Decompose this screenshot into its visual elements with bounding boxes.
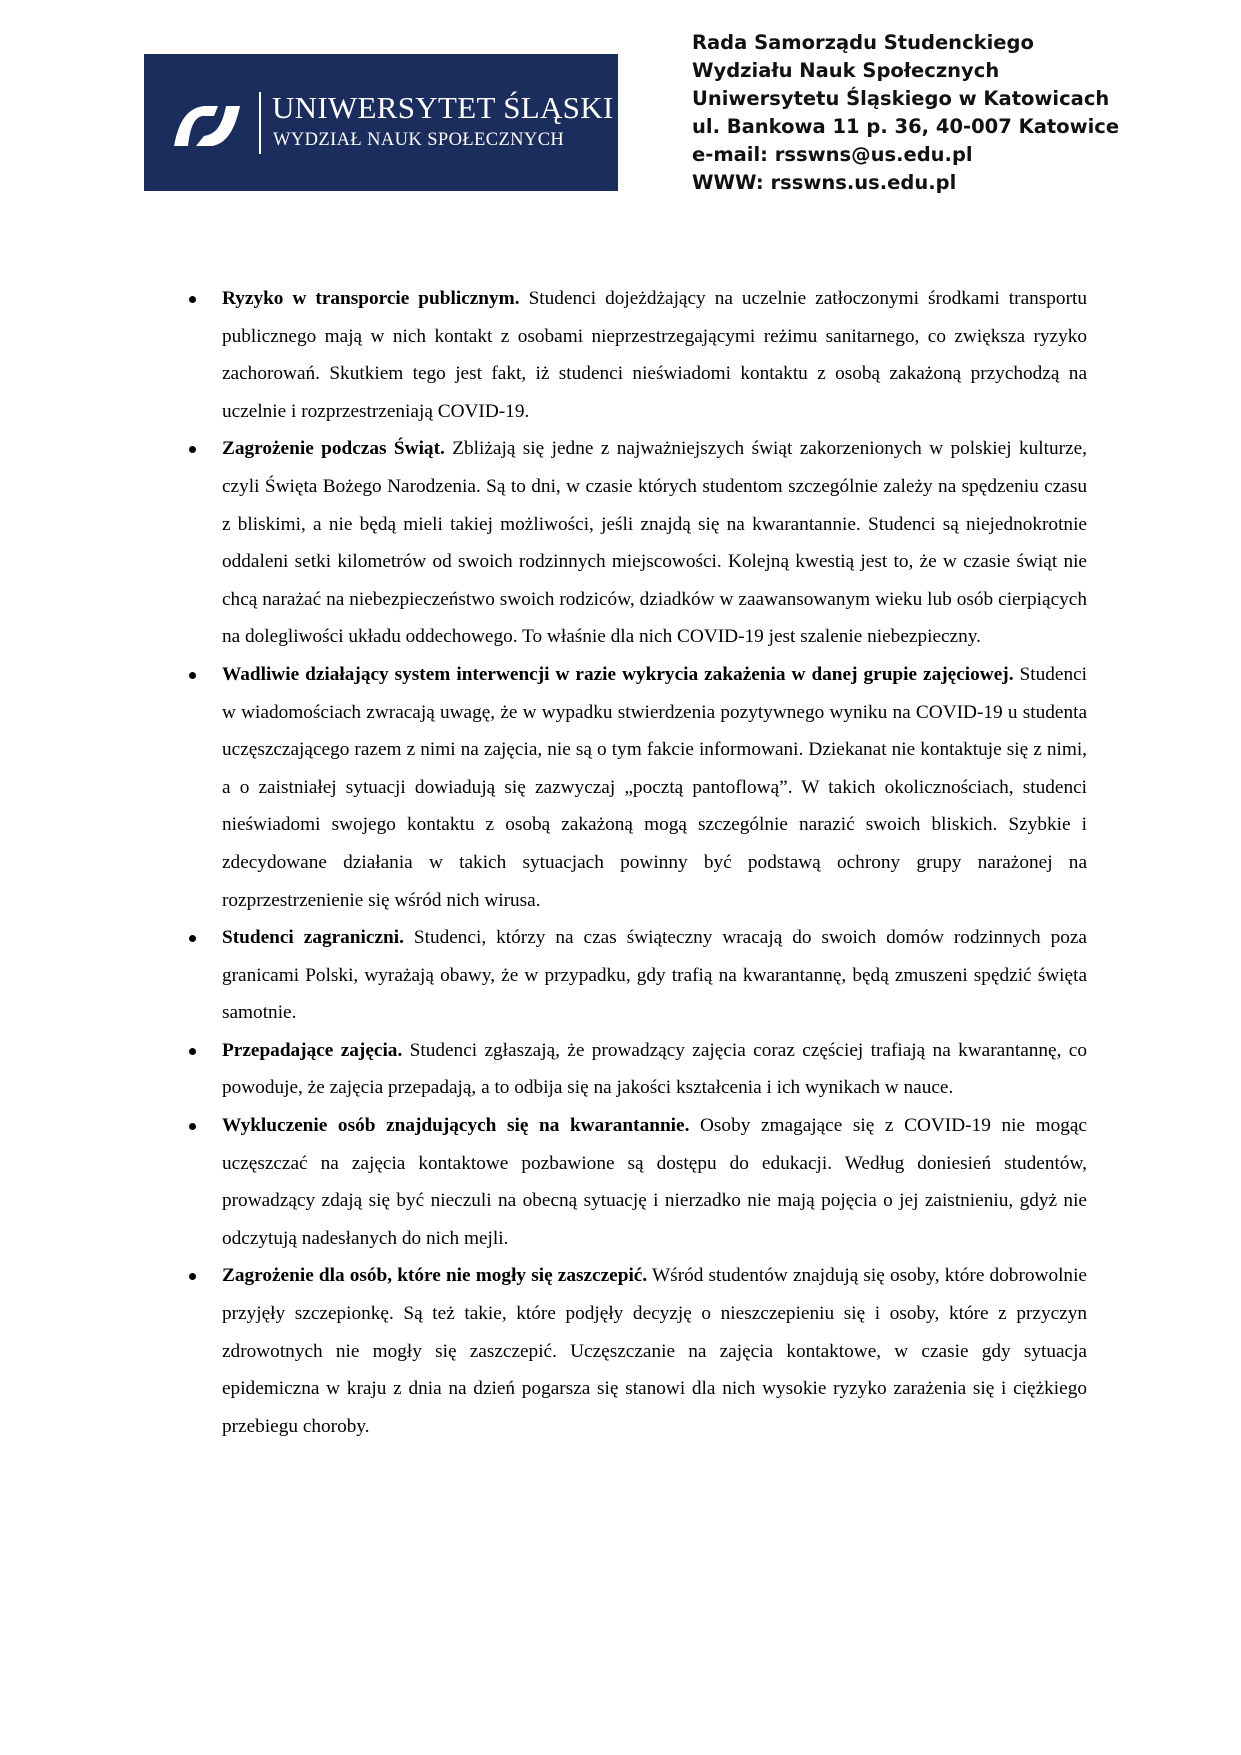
bullet-icon <box>189 446 196 453</box>
university-logo <box>144 54 618 191</box>
bullet-icon <box>189 935 196 942</box>
list-item <box>187 430 1087 656</box>
letterhead-line: Wydziału Nauk Społecznych <box>692 59 1000 82</box>
item-text: Studenci zgłaszają, że prowadzący zajęcia coraz częściej trafiają na kwarantannę, co powoduje, że zajęcia przepadają, a to odbija się na jakości kształcenia i ich wynikach w nauce. <box>222 1039 1087 1099</box>
logo-faculty-name: WYDZIAŁ NAUK SPOŁECZNYCH <box>273 130 565 150</box>
bullet-icon <box>189 672 196 679</box>
university-emblem-icon <box>168 96 248 156</box>
logo-divider <box>259 92 261 154</box>
item-title: Przepadające zajęcia. <box>222 1039 403 1061</box>
item-title: Studenci zagraniczni. <box>222 927 404 949</box>
bullet-icon <box>189 1123 196 1130</box>
letterhead-address <box>692 29 1119 197</box>
item-title: Zagrożenie podczas Świąt. <box>222 438 445 460</box>
item-title: Wykluczenie osób znajdujących się na kwarantannie. <box>222 1115 690 1137</box>
bullet-icon <box>189 296 196 303</box>
logo-university-name: UNIWERSYTET ŚLĄSKI <box>272 90 614 125</box>
list-item <box>187 656 1087 919</box>
list-item <box>187 280 1087 430</box>
item-text: Studenci w wiadomościach zwracają uwagę, że w wypadku stwierdzenia pozytywnego wyniku na COVID-19 u studenta uczęszczającego razem z nimi na zajęcia, nie są o tym fakcie informowani. Dziekanat nie kontaktuje się z nimi, a o zaistniałej sytuacji dowiadują się zazwyczaj „pocztą pantoflową”. W takich okolicznościach, studenci nieświadomi swojego kontaktu z osobą zakażoną mogą szczególnie narazić swoich bliskich. Szybkie i zdecydowane działania w takich sytuacjach powinny być podstawą ochrony grupy narażonej na rozprzestrzenienie się wśród nich wirusa. <box>222 663 1088 911</box>
item-text: Wśród studentów znajdują się osoby, które dobrowolnie przyjęły szczepionkę. Są też takie, które podjęły decyzję o nieszczepieniu się i osoby, które z przyczyn zdrowotnych nie mogły się zaszczepić. Uczęszczanie na zajęcia kontaktowe, w czasie gdy sytuacja epidemiczna w kraju z dnia na dzień pogarsza się stanowi dla nich wysokie ryzyko zarażenia się i ciężkiego przebiegu choroby. <box>222 1265 1087 1437</box>
bullet-icon <box>189 1273 196 1280</box>
item-title: Zagrożenie dla osób, które nie mogły się zaszczepić. <box>222 1265 648 1287</box>
list-item <box>187 1257 1087 1445</box>
item-text: Osoby zmagające się z COVID-19 nie mogąc uczęszczać na zajęcia kontaktowe pozbawione są dostępu do edukacji. Według doniesień studentów, prowadzący zdają się być nieczuli na obecną sytuację i nierzadko nie mają pojęcia o jej zaistnieniu, gdyż nie odczytują nadesłanych do nich mejli. <box>222 1115 1087 1249</box>
item-text: Studenci, którzy na czas świąteczny wracają do swoich domów rodzinnych poza granicami Polski, wyrażają obawy, że w przypadku, gdy trafią na kwarantannę, będą zmuszeni spędzić święta samotnie. <box>222 927 1087 1024</box>
letterhead-line: Rada Samorządu Studenckiego <box>692 31 1034 54</box>
letterhead-line: ul. Bankowa 11 p. 36, 40-007 Katowice <box>692 115 1120 138</box>
list-item <box>187 1107 1087 1257</box>
item-title: Wadliwie działający system interwencji w razie wykrycia zakażenia w danej grupie zajęciowej. <box>222 663 1014 685</box>
letterhead-email: e-mail: rsswns@us.edu.pl <box>692 143 973 166</box>
list-item <box>187 1032 1087 1107</box>
item-text: Studenci dojeżdżający na uczelnie zatłoczonymi środkami transportu publicznego mają w nich kontakt z osobami nieprzestrzegającymi reżimu sanitarnego, co zwiększa ryzyko zachorowań. Skutkiem tego jest fakt, iż studenci nieświadomi kontaktu z osobą zakażoną przychodzą na uczelnie i rozprzestrzeniają COVID-19. <box>222 288 1087 422</box>
item-text: Zbliżają się jedne z najważniejszych świąt zakorzenionych w polskiej kulturze, czyli Święta Bożego Narodzenia. Są to dni, w czasie których studentom szczególnie zależy na spędzeniu czasu z bliskimi, a nie będą mieli takiej możliwości, jeśli znajdą się na kwarantannie. Studenci są niejednokrotnie oddaleni setki kilometrów od swoich rodzinnych miejscowości. Kolejną kwestią jest to, że w czasie świąt nie chcą narażać na niebezpieczeństwo swoich rodziców, dziadków w zaawansowanym wieku lub osób cierpiących na dolegliwości układu oddechowego. To właśnie dla nich COVID-19 jest szalenie niebezpieczny. <box>222 438 1087 648</box>
letterhead-line: Uniwersytetu Śląskiego w Katowicach <box>692 87 1110 110</box>
issues-list <box>187 280 1087 1445</box>
list-item <box>187 919 1087 1032</box>
bullet-icon <box>189 1048 196 1055</box>
item-title: Ryzyko w transporcie publicznym. <box>222 288 520 309</box>
letterhead-website: WWW: rsswns.us.edu.pl <box>692 171 957 194</box>
letter-body <box>187 280 1087 1445</box>
